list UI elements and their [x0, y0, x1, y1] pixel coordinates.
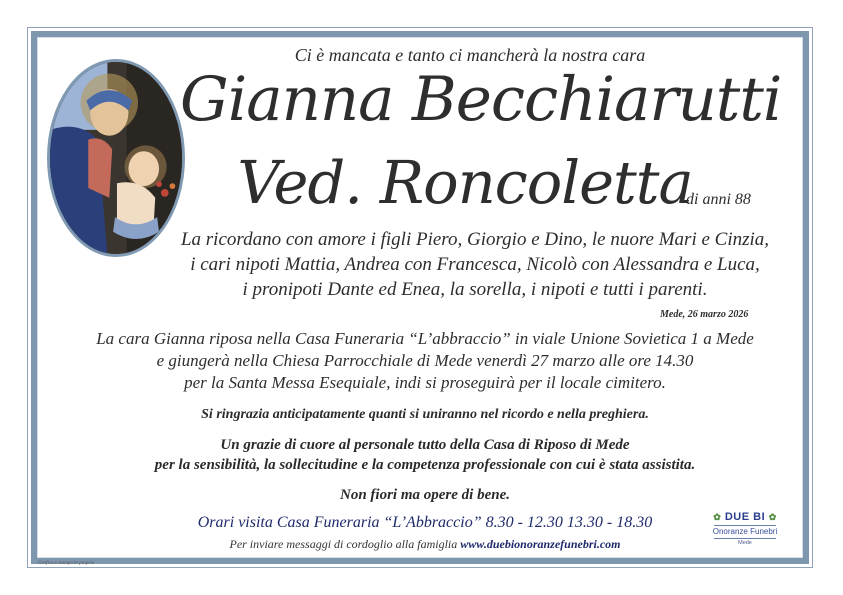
leaf-icon: ✿	[713, 512, 722, 522]
print-credit: Grafica e stampa in proprio	[38, 561, 95, 566]
family-line: La ricordano con amore i figli Piero, Giorgio e Dino, le nuore Mari e Cinzia,	[180, 229, 770, 250]
logo-brand-text: DUE BI	[724, 511, 766, 523]
logo-subtitle: Onoranze Funebri	[712, 527, 778, 536]
funeral-info-line: per la Santa Messa Esequiale, indi si proseguirà per il locale cimitero.	[184, 373, 666, 392]
logo-divider	[714, 538, 776, 539]
madonna-painting-icon	[50, 62, 182, 254]
logo-city: Mede	[738, 540, 752, 546]
funeral-info-line: e giungerà nella Chiesa Parrocchiale di Mede venerdì 27 marzo alle ore 14.30	[156, 351, 694, 370]
visiting-hours: Orari visita Casa Funeraria “L’Abbraccio” 8.30 - 12.30 13.30 - 18.30	[197, 514, 653, 531]
logo-brand	[700, 511, 790, 524]
deceased-name: Gianna Becchiarutti	[180, 64, 782, 135]
condolence-messages	[40, 537, 810, 552]
leaf-icon: ✿	[768, 512, 777, 522]
family-line: i cari nipoti Mattia, Andrea con Francesca, Nicolò con Alessandra e Luca,	[190, 254, 760, 275]
thanks-staff-line: Un grazie di cuore al personale tutto della Casa di Riposo di Mede	[220, 437, 630, 453]
thanks-staff-line: per la sensibilità, la sollecitudine e la competenza professionale con cui è stata assistita.	[154, 457, 696, 473]
messages-prefix: Per inviare messaggi di cordoglio alla famiglia	[229, 537, 461, 551]
website-link[interactable]: www.duebionoranzefunebri.com	[460, 537, 621, 551]
madonna-and-child-image	[47, 59, 185, 257]
notice-date: Mede, 26 marzo 2026	[660, 309, 749, 320]
family-line: i pronipoti Dante ed Enea, la sorella, i nipoti e tutti i parenti.	[242, 279, 708, 300]
deceased-married-name: Ved. Roncoletta	[237, 148, 693, 217]
funeral-info-line: La cara Gianna riposa nella Casa Funeraria “L’abbraccio” in viale Unione Sovietica 1 a Mede	[96, 329, 754, 348]
thanks-general: Si ringrazia anticipatamente quanti si uniranno nel ricordo e nella preghiera.	[201, 407, 649, 422]
funeral-home-logo	[700, 511, 790, 551]
intro-text: Ci è mancata e tanto ci mancherà la nostra cara	[294, 45, 646, 65]
age-text: di anni 88	[686, 191, 751, 208]
no-flowers-note: Non fiori ma opere di bene.	[340, 487, 510, 503]
logo-divider	[714, 525, 776, 526]
